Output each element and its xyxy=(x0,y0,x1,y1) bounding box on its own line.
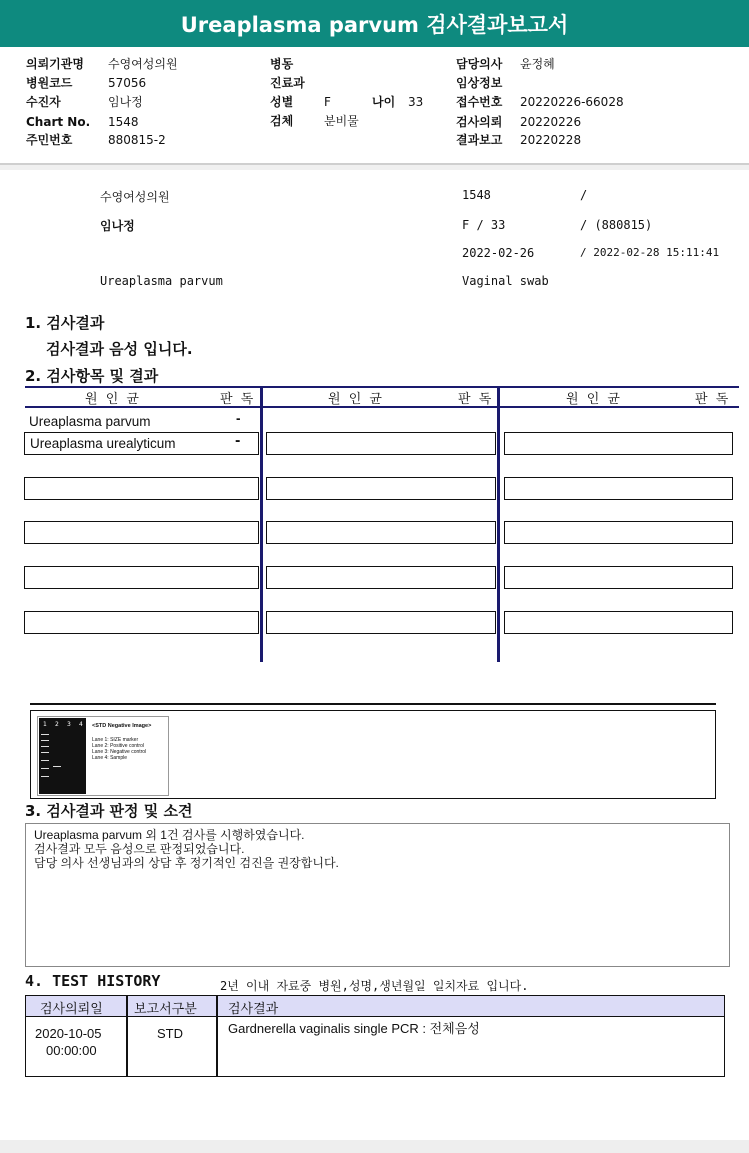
report-title: Ureaplasma parvum 검사결과보고서 xyxy=(0,0,749,47)
history-table xyxy=(25,995,725,1077)
col-result-2: 판 독 xyxy=(458,392,494,407)
empty-cell xyxy=(266,611,496,634)
lane-number: 2 xyxy=(55,721,59,728)
specimen-value: 분비물 xyxy=(324,114,359,128)
pi-slash: / xyxy=(580,188,588,202)
age-value: 33 xyxy=(408,95,424,109)
age-label: 나이 xyxy=(372,95,396,109)
patient-value: 임나정 xyxy=(108,95,143,109)
empty-cell xyxy=(504,611,733,634)
marker-band xyxy=(41,752,49,753)
code-label: 병원코드 xyxy=(26,76,73,90)
pi-report-datetime: / 2022-02-28 15:11:41 xyxy=(580,246,720,259)
section1-summary: 검사결과 음성 입니다. xyxy=(46,340,193,358)
gel-legend-item: Lane 4: Sample xyxy=(92,755,128,761)
gel-caption: <STD Negative Image> xyxy=(92,723,152,729)
marker-band xyxy=(41,760,49,761)
col-pathogen-3: 원 인 균 xyxy=(566,392,622,407)
opinion-line: Ureaplasma parvum 외 1건 검사를 시행하였습니다. xyxy=(34,828,305,842)
history-result: Gardnerella vaginalis single PCR : 전체음성 xyxy=(228,1021,480,1036)
ward-label: 병동 xyxy=(270,57,294,71)
empty-cell xyxy=(24,566,259,589)
pi-sex-age: F / 33 xyxy=(462,218,506,232)
history-type: STD xyxy=(157,1026,183,1041)
positive-band xyxy=(53,766,61,767)
report-label: 결과보고 xyxy=(456,133,503,147)
table-col-divider-1 xyxy=(260,386,263,662)
gel-legend-item: Lane 3: Negative control xyxy=(92,749,147,755)
empty-cell xyxy=(24,477,259,500)
lane-number: 3 xyxy=(67,721,71,728)
hospital-label: 의뢰기관명 xyxy=(26,57,84,71)
col-pathogen-1: 원 인 균 xyxy=(85,392,141,407)
marker-band xyxy=(41,746,49,747)
empty-cell xyxy=(24,521,259,544)
section1-title: 1. 검사결과 xyxy=(25,314,105,332)
receipt-value: 20220226-66028 xyxy=(520,95,624,109)
pi-request-date: 2022-02-26 xyxy=(462,246,535,260)
history-col-result: 검사결과 xyxy=(228,1002,279,1017)
gel-legend-item: Lane 1: SIZE marker xyxy=(92,737,139,743)
gel-image-frame xyxy=(30,710,716,799)
history-note: 2년 이내 자료중 병원,성명,생년월일 일치자료 입니다. xyxy=(220,979,529,993)
opinion-line: 검사결과 모두 음성으로 판정되었습니다. xyxy=(34,842,245,856)
empty-cell xyxy=(504,521,733,544)
empty-cell xyxy=(266,521,496,544)
patient-label: 수진자 xyxy=(26,95,61,109)
table-col-divider-2 xyxy=(497,386,500,662)
report-value: 20220228 xyxy=(520,133,582,147)
opinion-line: 담당 의사 선생님과의 상담 후 정기적인 검진을 권장합니다. xyxy=(34,856,339,870)
chart-value: 1548 xyxy=(108,115,139,129)
empty-cell xyxy=(504,566,733,589)
section3-title: 3. 검사결과 판정 및 소견 xyxy=(25,802,193,820)
sex-label: 성별 xyxy=(270,95,294,109)
pi-birth: / (880815) xyxy=(580,218,653,232)
pi-name: 임나정 xyxy=(100,219,135,233)
marker-band xyxy=(41,776,49,777)
marker-band xyxy=(41,740,49,741)
col-result-3: 판 독 xyxy=(695,392,731,407)
dept-label: 진료과 xyxy=(270,76,305,90)
result-cell-1 xyxy=(24,432,259,455)
doctor-label: 담당의사 xyxy=(456,57,503,71)
result-2: - xyxy=(235,434,241,449)
gel-image xyxy=(37,716,169,796)
history-divider xyxy=(126,996,128,1076)
result-1: - xyxy=(236,411,241,426)
empty-cell xyxy=(24,611,259,634)
history-divider xyxy=(216,996,218,1076)
pi-chart: 1548 xyxy=(462,188,491,202)
pi-specimen: Vaginal swab xyxy=(462,274,549,288)
ssn-value: 880815-2 xyxy=(108,133,166,147)
image-separator xyxy=(30,703,716,705)
receipt-label: 접수번호 xyxy=(456,95,503,109)
organism-1: Ureaplasma parvum xyxy=(29,414,151,429)
gel-legend-item: Lane 2: Positive control xyxy=(92,743,144,749)
section2-title: 2. 검사항목 및 결과 xyxy=(25,367,159,385)
empty-cell xyxy=(504,477,733,500)
opinion-box xyxy=(25,823,730,967)
result-cell-2 xyxy=(266,432,496,455)
empty-cell xyxy=(266,477,496,500)
pi-hospital: 수영여성의원 xyxy=(100,190,170,204)
history-time: 00:00:00 xyxy=(46,1043,97,1058)
footer-band xyxy=(0,1140,749,1153)
organism-2: Ureaplasma urealyticum xyxy=(30,436,176,451)
sex-value: F xyxy=(324,95,331,109)
header-info xyxy=(0,0,749,160)
history-header xyxy=(26,996,724,1017)
history-col-type: 보고서구분 xyxy=(134,1002,197,1017)
pi-test: Ureaplasma parvum xyxy=(100,274,223,288)
history-col-date: 검사의뢰일 xyxy=(40,1002,103,1017)
marker-band xyxy=(41,734,49,735)
result-cell-3 xyxy=(504,432,733,455)
clinical-label: 임상정보 xyxy=(456,76,503,90)
gel-lanes xyxy=(39,718,86,794)
section4-title: 4. TEST HISTORY xyxy=(25,972,161,990)
hospital-value: 수영여성의원 xyxy=(108,57,178,71)
request-value: 20220226 xyxy=(520,115,582,129)
col-result-1: 판 독 xyxy=(220,392,256,407)
code-value: 57056 xyxy=(108,76,147,90)
history-date: 2020-10-05 xyxy=(35,1026,102,1041)
marker-band xyxy=(41,768,49,769)
request-label: 검사의뢰 xyxy=(456,115,503,129)
header-divider-shade xyxy=(0,165,749,170)
doctor-value: 윤정혜 xyxy=(520,57,555,71)
ssn-label: 주민번호 xyxy=(26,133,73,147)
empty-cell xyxy=(266,566,496,589)
specimen-label: 검체 xyxy=(270,114,294,128)
lane-number: 4 xyxy=(79,721,83,728)
lane-number: 1 xyxy=(43,721,47,728)
chart-label: Chart No. xyxy=(26,115,91,129)
col-pathogen-2: 원 인 균 xyxy=(328,392,384,407)
